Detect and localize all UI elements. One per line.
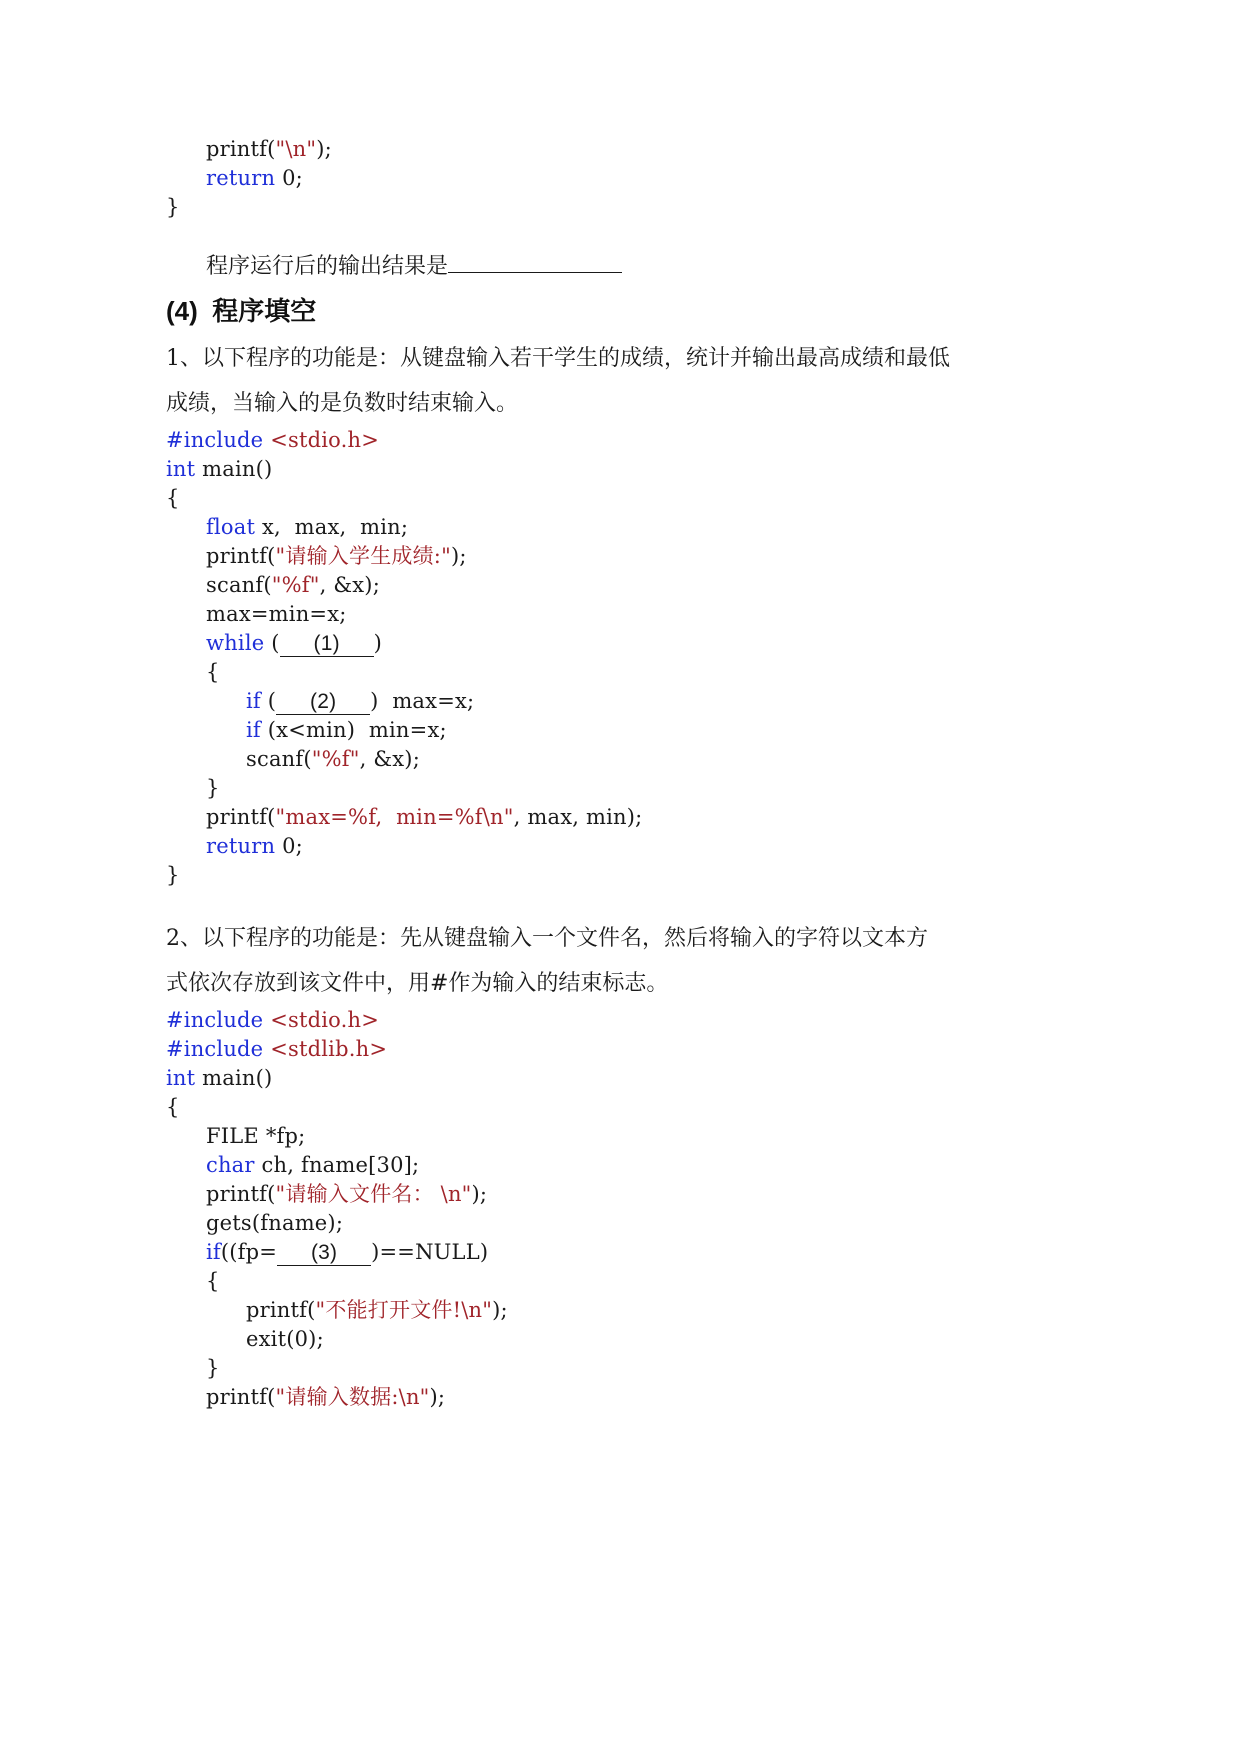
q1-desc-line1: 1、以下程序的功能是：从键盘输入若干学生的成绩，统计并输出最高成绩和最低 <box>166 346 950 371</box>
keyword-if: if <box>246 689 261 713</box>
q2-code-inner-close: } <box>206 1356 220 1380</box>
q1-code-inner-close: } <box>206 776 220 800</box>
q2-code-printf3 <box>206 1382 445 1412</box>
answer-blank[interactable] <box>448 250 622 273</box>
code-line-return <box>206 163 303 193</box>
string-literal: "%f" <box>271 573 320 597</box>
close-brace: } <box>166 195 180 219</box>
return-value: 0; <box>275 166 303 190</box>
paren-close: ); <box>450 544 467 568</box>
paren-close: ); <box>492 1298 508 1322</box>
paren-close: ); <box>316 137 332 161</box>
q1-code-if2 <box>246 715 447 745</box>
paren: ( <box>260 689 277 713</box>
if-body: (x<min) min=x; <box>260 718 447 742</box>
keyword-return: return <box>206 166 276 190</box>
q1-code-open-brace: { <box>166 486 180 510</box>
fill-blank-1[interactable]: (1) <box>280 632 374 657</box>
keyword-float: float <box>206 515 256 539</box>
q2-code-if-fopen <box>206 1237 488 1267</box>
code-line-printf-newline <box>206 134 332 164</box>
q2-code-exit: exit(0); <box>246 1327 324 1351</box>
q1-code-printf2 <box>206 802 642 832</box>
if-cond-open: ((fp= <box>220 1240 278 1264</box>
keyword-include: #include <box>166 1008 264 1032</box>
q2-desc-line2: 式依次存放到该文件中，用#作为输入的结束标志。 <box>166 971 669 996</box>
paren-close: ) <box>373 631 383 655</box>
paren-close: ); <box>471 1182 488 1206</box>
paren-close: ); <box>429 1385 446 1409</box>
q1-code-assign: max=min=x; <box>206 602 347 626</box>
string-literal: "请输入文件名： \n" <box>275 1182 472 1206</box>
fill-blank-3[interactable]: (3) <box>277 1241 371 1266</box>
output-prompt <box>206 250 622 282</box>
string-literal: "请输入学生成绩:" <box>275 544 451 568</box>
q1-code-float-decl <box>206 512 408 542</box>
func-name: printf( <box>206 1385 276 1409</box>
q2-code-inner-open: { <box>206 1269 220 1293</box>
keyword-include: #include <box>166 428 264 452</box>
string-literal: "请输入数据:\n" <box>275 1385 430 1409</box>
func-name: printf( <box>206 805 276 829</box>
if-cond-close: )==NULL) <box>371 1240 489 1264</box>
paren: ( <box>267 137 276 161</box>
header-name: <stdlib.h> <box>263 1037 388 1061</box>
q2-code-file-decl: FILE *fp; <box>206 1124 306 1148</box>
main-decl: main() <box>195 1066 273 1090</box>
q1-desc-line2: 成绩，当输入的是负数时结束输入。 <box>166 391 519 416</box>
string-literal: "%f" <box>311 747 360 771</box>
q1-code-main <box>166 454 272 484</box>
q1-code-include <box>166 425 379 455</box>
func-name: scanf( <box>246 747 312 771</box>
func-name: printf( <box>206 1182 276 1206</box>
keyword-if: if <box>206 1240 221 1264</box>
q1-code-while <box>206 628 382 658</box>
output-prompt-text: 程序运行后的输出结果是 <box>206 254 449 279</box>
code-line-close-brace <box>166 192 180 222</box>
q1-code-return <box>206 831 303 861</box>
string-literal: "max=%f, min=%f\n" <box>275 805 514 829</box>
keyword-include: #include <box>166 1037 264 1061</box>
return-value: 0; <box>275 834 303 858</box>
q1-code-close-brace: } <box>166 863 180 887</box>
q2-desc-line1: 2、以下程序的功能是：先从键盘输入一个文件名，然后将输入的字符以文本方 <box>166 926 928 951</box>
section-title: (4) 程序填空 <box>166 296 317 326</box>
q2-code-include-stdio <box>166 1005 379 1035</box>
func-name: scanf( <box>206 573 272 597</box>
q1-code-scanf2 <box>246 744 420 774</box>
header-name: <stdio.h> <box>263 428 380 452</box>
q2-code-printf1 <box>206 1179 487 1209</box>
string-literal: "\n" <box>275 137 317 161</box>
q2-code-include-stdlib <box>166 1034 387 1064</box>
paren: ( <box>264 631 280 655</box>
q2-code-printf2 <box>246 1295 508 1325</box>
func-name: printf <box>206 137 268 161</box>
q1-code-printf1 <box>206 541 467 571</box>
args: , &x); <box>359 747 420 771</box>
q1-code-if1 <box>246 686 474 716</box>
var-list: x, max, min; <box>255 515 409 539</box>
keyword-return: return <box>206 834 276 858</box>
keyword-if: if <box>246 718 261 742</box>
keyword-int: int <box>166 457 196 481</box>
q1-code-inner-open: { <box>206 660 220 684</box>
q1-code-scanf1 <box>206 570 380 600</box>
keyword-char: char <box>206 1153 255 1177</box>
var-list: ch, fname[30]; <box>254 1153 420 1177</box>
args: , max, min); <box>513 805 643 829</box>
main-decl: main() <box>195 457 273 481</box>
string-literal: "不能打开文件!\n" <box>315 1298 493 1322</box>
fill-blank-2[interactable]: (2) <box>276 690 370 715</box>
q2-code-char-decl <box>206 1150 419 1180</box>
func-name: printf( <box>206 544 276 568</box>
keyword-int: int <box>166 1066 196 1090</box>
header-name: <stdio.h> <box>263 1008 380 1032</box>
q2-code-gets: gets(fname); <box>206 1211 344 1235</box>
args: , &x); <box>319 573 380 597</box>
q2-code-open-brace: { <box>166 1095 180 1119</box>
if-body: ) max=x; <box>370 689 475 713</box>
q2-code-main <box>166 1063 272 1093</box>
func-name: printf( <box>246 1298 316 1322</box>
keyword-while: while <box>206 631 265 655</box>
